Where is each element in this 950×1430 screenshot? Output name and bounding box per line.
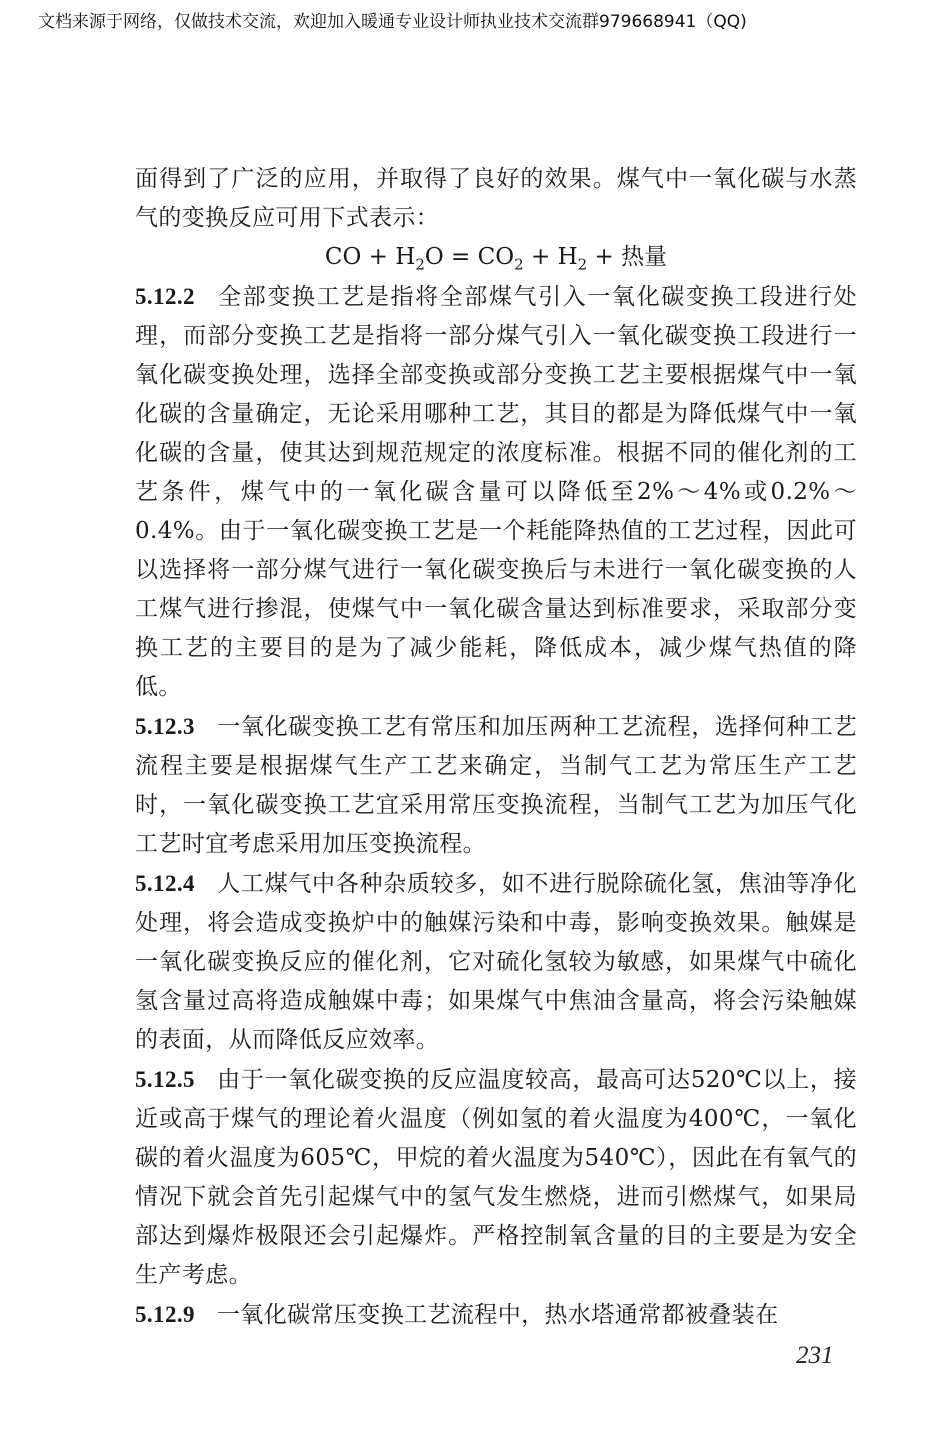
section-5-12-2	[135, 277, 857, 707]
section-text: 由于一氧化碳变换的反应温度较高，最高可达520℃以上，接近或高于煤气的理论着火温度（例如氢的着火温度为400℃，一氧化碳的着火温度为605℃，甲烷的着火温度为540℃），因此在有氧气的情况下就会首先引起煤气中的氢气发生燃烧，进而引燃煤气，如果局部达到爆炸极限还会引起爆炸。严格控制氧含量的目的主要是为安全生产考虑。	[135, 1067, 857, 1288]
section-text: 全部变换工艺是指将全部煤气引入一氧化碳变换工段进行处理，而部分变换工艺是指将一部分煤气引入一氧化碳变换工段进行一氧化碳变换处理，选择全部变换或部分变换工艺主要根据煤气中一氧化碳的含量确定，无论采用哪种工艺，其目的都是为降低煤气中一氧化碳的含量，使其达到规范规定的浓度标准。根据不同的催化剂的工艺条件，煤气中的一氧化碳含量可以降低至2%～4%或0.2%～0.4%。由于一氧化碳变换工艺是一个耗能降热值的工艺过程，因此可以选择将一部分煤气进行一氧化碳变换后与未进行一氧化碳变换的人工煤气进行掺混，使煤气中一氧化碳含量达到标准要求，采取部分变换工艺的主要目的是为了减少能耗，降低成本，减少煤气热值的降低。	[135, 284, 857, 700]
reaction-formula	[135, 238, 857, 277]
formula-co: CO	[324, 244, 362, 270]
formula-h2-subscript: 2	[577, 255, 588, 274]
intro-paragraph: 面得到了广泛的应用，并取得了良好的效果。煤气中一氧化碳与水蒸气的变换反应可用下式表示：	[135, 166, 857, 231]
formula-h-subscript: 2	[415, 255, 425, 274]
formula-plus: +	[587, 244, 622, 270]
page-number: 231	[796, 1342, 834, 1369]
section-number: 5.12.4	[135, 871, 195, 896]
page-body	[135, 160, 857, 1335]
formula-o: O	[424, 244, 444, 270]
formula-plus: +	[523, 244, 558, 270]
formula-h2: H	[557, 244, 578, 270]
section-text: 人工煤气中各种杂质较多，如不进行脱除硫化氢，焦油等净化处理，将会造成变换炉中的触媒污染和中毒，影响变换效果。触媒是一氧化碳变换反应的催化剂，它对硫化氢较为敏感，如果煤气中硫化氢含量过高将造成触媒中毒；如果煤气中焦油含量高，将会污染触媒的表面，从而降低反应效率。	[135, 871, 857, 1053]
section-text: 一氧化碳常压变换工艺流程中，热水塔通常都被叠装在	[216, 1302, 779, 1328]
section-number: 5.12.9	[135, 1302, 195, 1327]
formula-h: H	[395, 244, 416, 270]
formula-co2-subscript: 2	[514, 255, 524, 274]
section-5-12-3	[135, 707, 857, 864]
section-number: 5.12.5	[135, 1067, 195, 1092]
formula-plus: +	[361, 244, 396, 270]
formula-co2: CO	[477, 244, 515, 270]
section-number: 5.12.2	[135, 284, 195, 309]
section-number: 5.12.3	[135, 714, 195, 739]
formula-heat: 热量	[621, 244, 668, 270]
section-5-12-9	[135, 1295, 857, 1335]
section-5-12-4	[135, 864, 857, 1060]
section-text: 一氧化碳变换工艺有常压和加压两种工艺流程，选择何种工艺流程主要是根据煤气生产工艺来确定，当制气工艺为常压生产工艺时，一氧化碳变换工艺宜采用常压变换流程，当制气工艺为加压气化工艺时宜考虑采用加压变换流程。	[135, 714, 857, 857]
section-5-12-5	[135, 1060, 857, 1295]
watermark-header: 文档来源于网络，仅做技术交流，欢迎加入暖通专业设计师执业技术交流群979668941（QQ)	[38, 12, 747, 32]
formula-equals: =	[443, 244, 478, 270]
